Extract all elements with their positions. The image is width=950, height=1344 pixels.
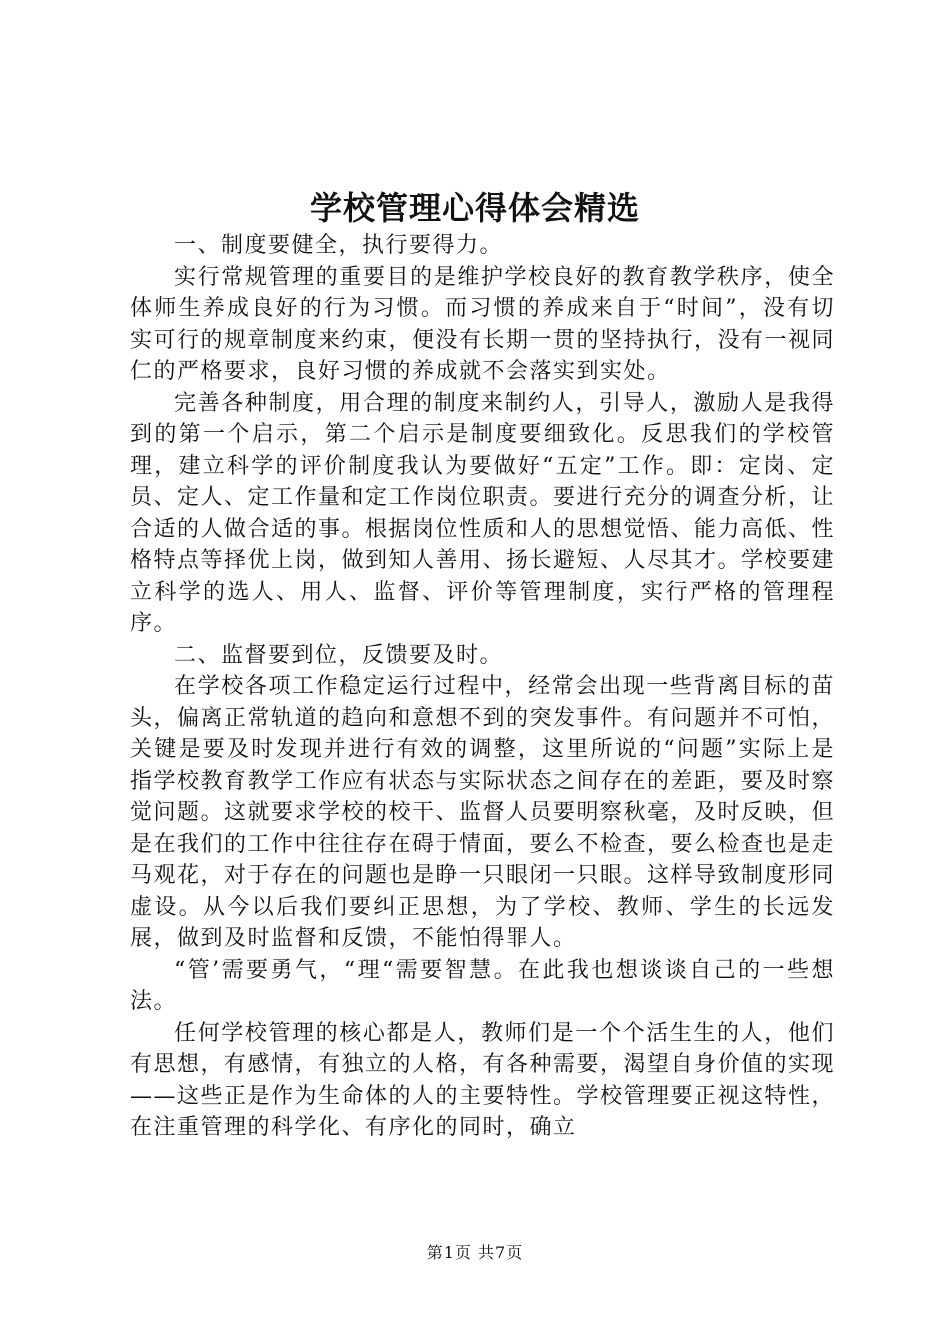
body-paragraph: 在学校各项工作稳定运行过程中，经常会出现一些背离目标的苗头，偏离正常轨道的趋向和意想不到的突发事件。有问题并不可怕，关键是要及时发现并进行有效的调整，这里所说的“问题”实际上是指学校教育教学工作应有状态与实际状态之间存在的差距，要及时察觉问题。这就要求学校的校干、监督人员要明察秋毫，及时反映，但是在我们的工作中往往存在碍于情面，要么不检查，要么检查也是走马观花，对于存在的问题也是睁一只眼闭一只眼。这样导致制度形同虚设。从今以后我们要纠正思想，为了学校、教师、学生的长远发展，做到及时监督和反馈，不能怕得罪人。 bbox=[130, 674, 836, 951]
section-heading: 二、监督要到位，反馈要及时。 bbox=[174, 642, 504, 668]
body-paragraph: 实行常规管理的重要目的是维护学校良好的教育教学秩序，使全体师生养成良好的行为习惯。而习惯的养成来自于“时间”，没有切实可行的规章制度来约束，便没有长期一贯的坚持执行，没有一视同仁的严格要求，良好习惯的养成就不会落实到实处。 bbox=[130, 264, 836, 384]
body-paragraph: 任何学校管理的核心都是人，教师们是一个个活生生的人，他们有思想，有感情，有独立的人格，有各种需要，渴望自身价值的实现——这些正是作为生命体的人的主要特性。学校管理要正视这特性，在注重管理的科学化、有序化的同时，确立 bbox=[130, 1020, 836, 1140]
page-footer: 第1页 共7页 bbox=[426, 1243, 524, 1262]
document-body bbox=[130, 230, 835, 1144]
body-paragraph: 完善各种制度，用合理的制度来制约人，引导人，激励人是我得到的第一个启示，第二个启示是制度要细致化。反思我们的学校管理，建立科学的评价制度我认为要做好“五定”工作。即：定岗、定员、定人、定工作量和定工作岗位职责。要进行充分的调查分析，让合适的人做合适的事。根据岗位性质和人的思想觉悟、能力高低、性格特点等择优上岗，做到知人善用、扬长避短、人尽其才。学校要建立科学的选人、用人、监督、评价等管理制度，实行严格的管理程序。 bbox=[130, 390, 836, 636]
document-title: 学校管理心得体会精选 bbox=[309, 189, 640, 227]
section-heading: 一、制度要健全，执行要得力。 bbox=[174, 233, 504, 258]
body-paragraph: “管’需要勇气，“理“需要智慧。在此我也想谈谈自己的一些想法。 bbox=[130, 957, 835, 1014]
